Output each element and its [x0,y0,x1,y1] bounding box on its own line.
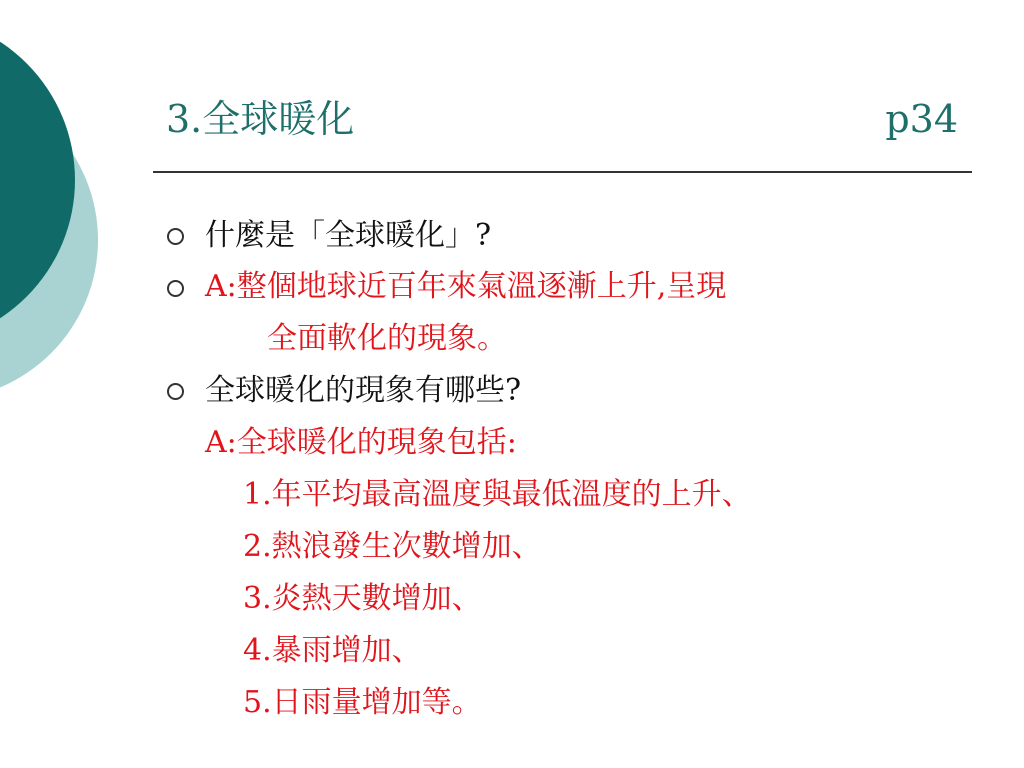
answer-1-line-1: A:整個地球近百年來氣溫逐漸上升,呈現 [205,269,727,304]
answer-2-item-5: 5.日雨量增加等。 [243,685,482,720]
answer-1-line-2: 全面軟化的現象。 [267,321,507,356]
decorative-circles [0,0,110,768]
answer-2-item-3: 3.炎熱天數增加、 [243,581,482,616]
answer-2-intro: A:全球暖化的現象包括: [205,425,517,460]
title-divider [153,171,972,173]
question-2: 全球暖化的現象有哪些? [205,373,522,408]
answer-2-item-2: 2.熱浪發生次數增加、 [243,529,542,564]
page-reference: p34 [885,97,958,141]
bullet-icon [167,228,184,245]
slide-title: 3.全球暖化 [166,97,355,141]
bullet-icon [167,280,184,297]
bullet-icon [167,383,184,400]
question-1: 什麼是「全球暖化」? [205,218,492,253]
answer-2-item-4: 4.暴雨增加、 [243,633,422,668]
answer-2-item-1: 1.年平均最高溫度與最低溫度的上升、 [243,477,752,512]
